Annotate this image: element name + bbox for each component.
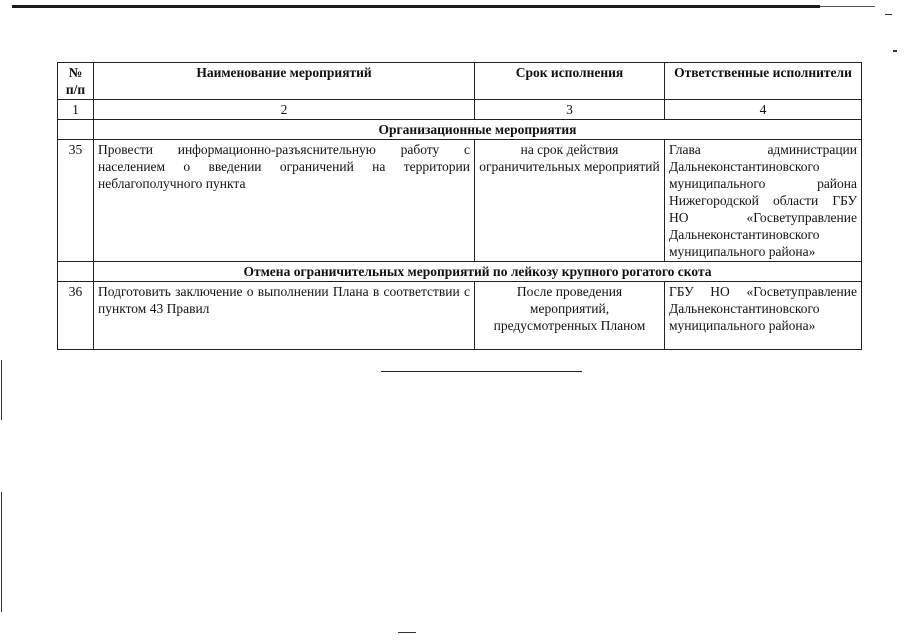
section-title: Отмена ограничительных мероприятий по лейкозу крупного рогатого скота bbox=[94, 262, 862, 282]
document-end-line bbox=[381, 371, 582, 372]
header-deadline: Срок исполнения bbox=[475, 63, 665, 100]
scan-mark-left-lower bbox=[1, 492, 2, 612]
row-num: 35 bbox=[58, 140, 94, 262]
row-num: 36 bbox=[58, 282, 94, 350]
column-number-row bbox=[58, 100, 862, 120]
header-num: № п/п bbox=[58, 63, 94, 100]
row-deadline: После проведения мероприятий, предусмотренных Планом bbox=[475, 282, 665, 350]
row-responsible: ГБУ НО «Госветуправление Дальнеконстантиновского муниципального района» bbox=[665, 282, 862, 350]
column-number: 4 bbox=[665, 100, 862, 120]
column-number: 1 bbox=[58, 100, 94, 120]
row-event-name: Подготовить заключение о выполнении Плана в соответствии с пунктом 43 Правил bbox=[94, 282, 475, 350]
section-title: Организационные мероприятия bbox=[94, 120, 862, 140]
column-number: 3 bbox=[475, 100, 665, 120]
scan-mark-left bbox=[1, 360, 2, 420]
table-row bbox=[58, 282, 862, 350]
row-event-name: Провести информационно-разъяснительную работу с населением о введении ограничений на территории неблагополучного пункта bbox=[94, 140, 475, 262]
row-responsible: Глава администрации Дальнеконстантиновского муниципального района Нижегородской области ГБУ НО «Госветуправление Дальнеконстантиновского муниципального района» bbox=[665, 140, 862, 262]
top-scan-border bbox=[12, 5, 820, 8]
table-header-row bbox=[58, 63, 862, 100]
section-spacer bbox=[58, 120, 94, 140]
column-number: 2 bbox=[94, 100, 475, 120]
scan-mark-right-top bbox=[885, 14, 892, 15]
row-deadline: на срок действия ограничительных мероприятий bbox=[475, 140, 665, 262]
scan-mark-right-mid bbox=[893, 50, 897, 52]
header-event-name: Наименование мероприятий bbox=[94, 63, 475, 100]
events-plan-table bbox=[57, 62, 862, 350]
table-row bbox=[58, 140, 862, 262]
header-responsible: Ответственные исполнители bbox=[665, 63, 862, 100]
section-title-row bbox=[58, 262, 862, 282]
section-title-row bbox=[58, 120, 862, 140]
section-spacer bbox=[58, 262, 94, 282]
scan-mark-bottom bbox=[398, 632, 416, 633]
top-scan-border-tail bbox=[820, 6, 875, 7]
